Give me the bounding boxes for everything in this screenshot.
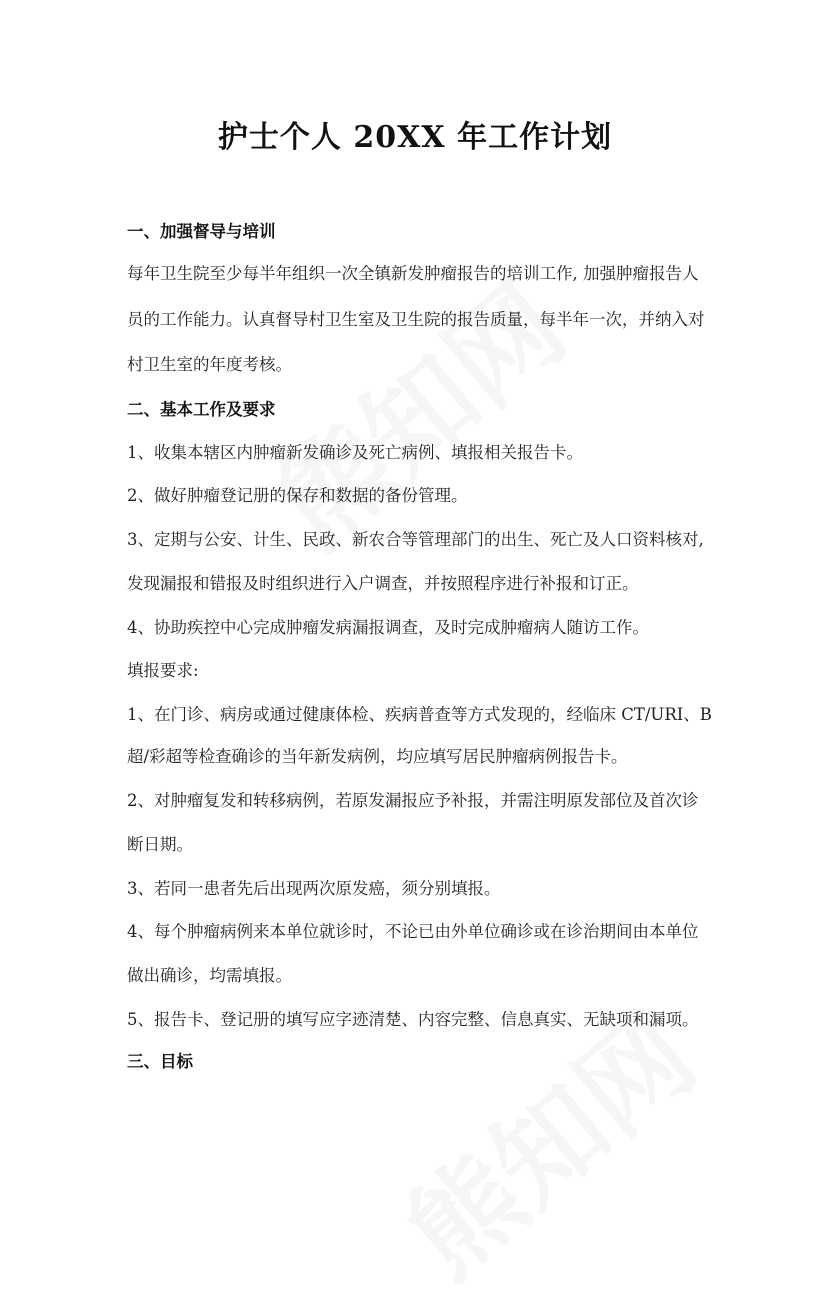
paragraph-line: 每年卫生院至少每半年组织一次全镇新发肿瘤报告的培训工作, 加强肿瘤报告人 [127,264,699,283]
paragraph-line: 4、协助疾控中心完成肿瘤发病漏报调查，及时完成肿瘤病人随访工作。 [127,618,649,637]
paragraph-line: 村卫生室的年度考核。 [127,355,292,374]
paragraph-line: 5、报告卡、登记册的填写应字迹清楚、内容完整、信息真实、无缺项和漏项。 [127,1010,699,1029]
paragraph-line: 员的工作能力。认真督导村卫生室及卫生院的报告质量，每半年一次，并纳入对 [127,310,705,329]
section-heading: 二、基本工作及要求 [127,400,276,419]
paragraph-line: 2、对肿瘤复发和转移病例，若原发漏报应予补报，并需注明原发部位及首次诊 [127,791,699,810]
paragraph-line: 3、定期与公安、计生、民政、新农合等管理部门的出生、死亡及人口资料核对, [127,530,704,549]
paragraph-line: 2、做好肿瘤登记册的保存和数据的备份管理。 [127,486,468,505]
paragraph-line: 填报要求: [127,661,199,680]
paragraph-line: 断日期。 [127,835,193,854]
paragraph-line: 1、收集本辖区内肿瘤新发确诊及死亡病例、填报相关报告卡。 [127,443,583,462]
paragraph-line: 做出确诊，均需填报。 [127,966,292,985]
paragraph-line: 1、在门诊、病房或通过健康体检、疾病普查等方式发现的，经临床 CT/URI、B [127,705,712,724]
page-title: 护士个人 20XX 年工作计划 [217,120,613,155]
section-heading: 一、加强督导与培训 [127,222,276,241]
paragraph-line: 3、若同一患者先后出现两次原发癌，须分别填报。 [127,879,501,898]
section-heading: 三、目标 [127,1052,193,1071]
paragraph-line: 发现漏报和错报及时组织进行入户调查，并按照程序进行补报和订正。 [127,574,639,593]
paragraph-line: 超/彩超等检查确诊的当年新发病例，均应填写居民肿瘤病例报告卡。 [127,747,628,766]
paragraph-line: 4、每个肿瘤病例来本单位就诊时，不论已由外单位确诊或在诊治期间由本单位 [127,922,699,941]
